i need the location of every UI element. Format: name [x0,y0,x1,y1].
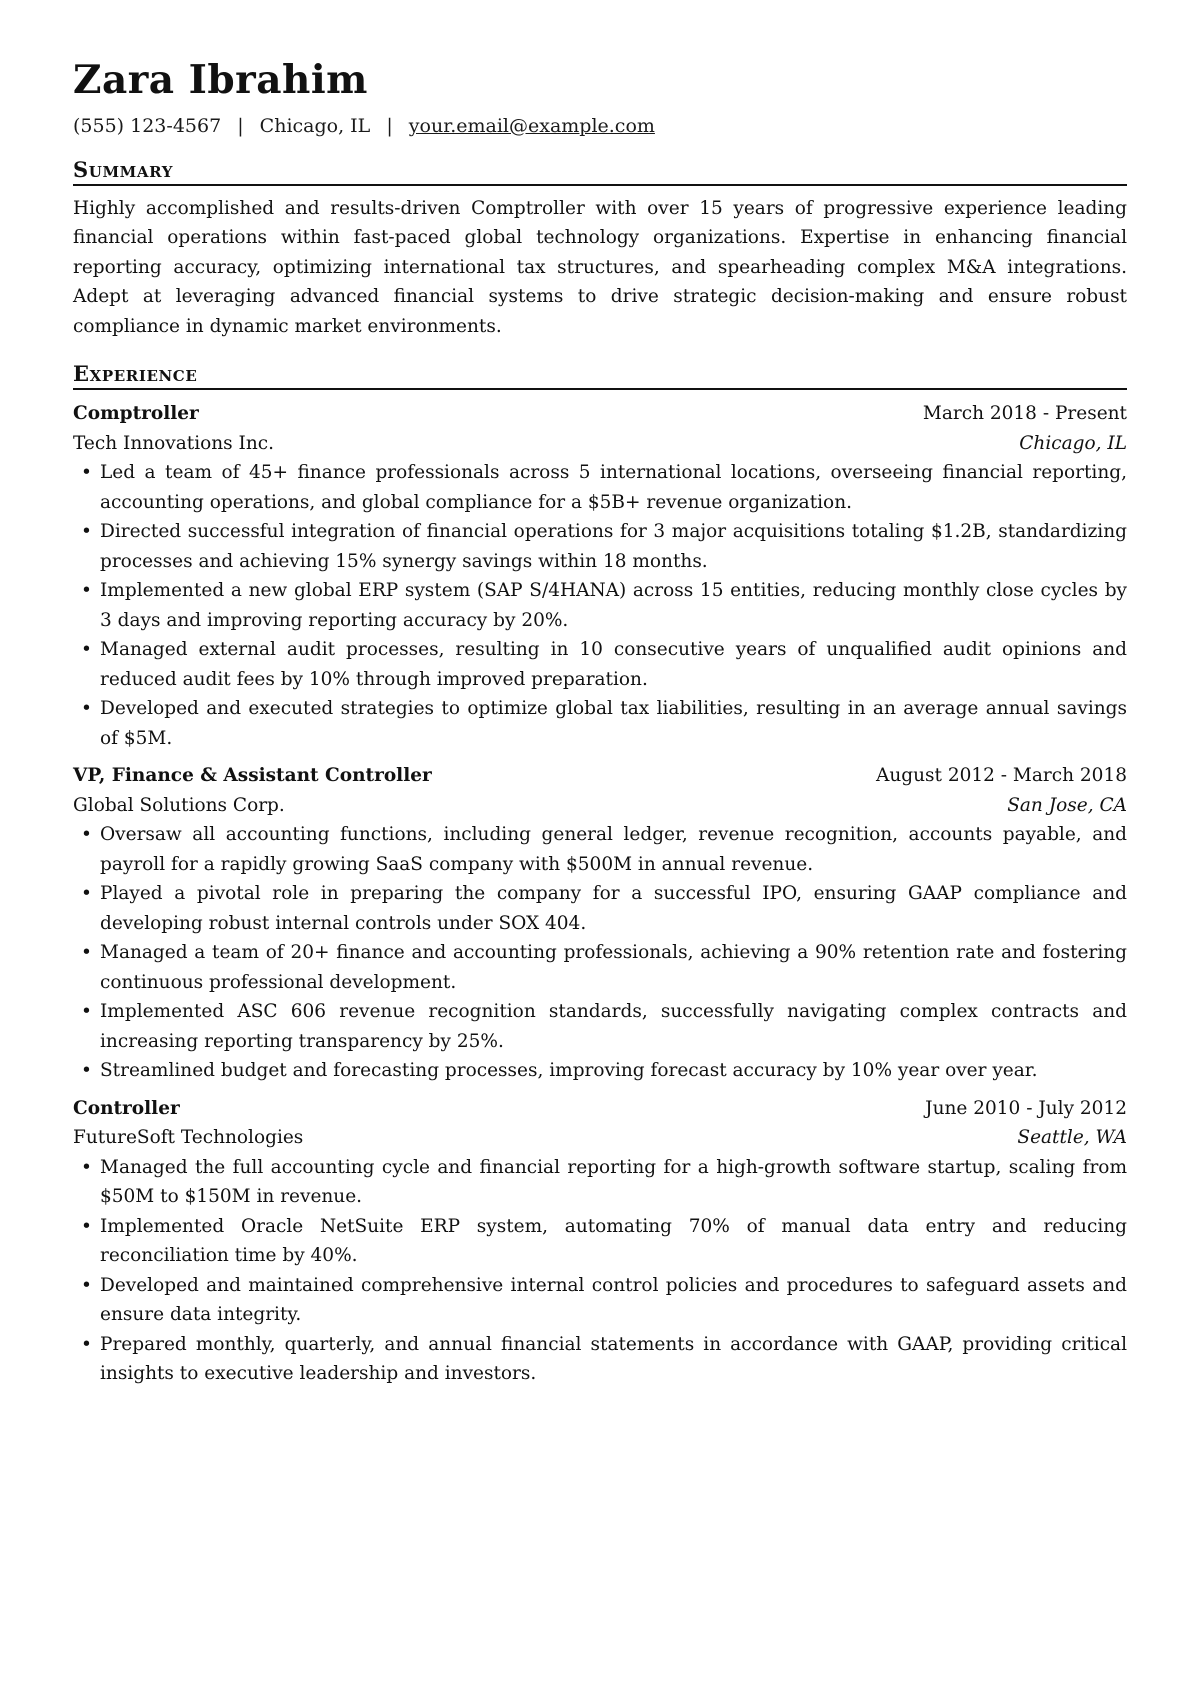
bullet-item [73,1271,1127,1330]
bullet-text: Streamlined budget and forecasting processes, improving forecast accuracy by 10% year over year. [100,1060,1038,1082]
job-company-row [73,429,1127,459]
bullet-dot-icon: • [81,1001,92,1023]
contact-location: Chicago, IL [259,114,371,137]
email-link[interactable]: your.email@example.com [408,114,655,137]
bullet-text: Managed the full accounting cycle and financial reporting for a high-growth software startup, scaling from $50M to $150M in revenue. [100,1156,1127,1208]
job-entry [73,761,1127,1086]
bullet-text: Oversaw all accounting functions, including general ledger, revenue recognition, accounts payable, and payroll for a rapidly growing SaaS company with $500M in annual revenue. [100,824,1127,875]
candidate-name: Zara Ibrahim [73,57,368,103]
bullet-text: Implemented ASC 606 revenue recognition standards, successfully navigating complex contracts and increasing reporting transparency by 25%. [100,1001,1127,1052]
job-title-row [73,399,1127,429]
bullet-item [73,1056,1127,1086]
bullet-item [73,820,1127,879]
bullet-item [73,576,1127,635]
bullet-item [73,997,1127,1056]
contact-separator: | [237,114,244,137]
job-dates: August 2012 - March 2018 [876,765,1127,787]
bullet-text: Directed successful integration of financial operations for 3 major acquisitions totaling $1.2B, standardizing processes and achieving 15% synergy savings within 18 months. [100,521,1127,572]
job-role: VP, Finance & Assistant Controller [73,765,432,787]
job-company: Global Solutions Corp. [73,794,285,816]
bullet-text: Prepared monthly, quarterly, and annual financial statements in accordance with GAAP, providing critical insights to executive leadership and investors. [100,1333,1127,1385]
bullet-item [73,458,1127,517]
bullet-dot-icon: • [81,942,92,964]
job-dates: June 2010 - July 2012 [925,1097,1127,1119]
summary-heading: Summary [73,157,1127,186]
bullet-text: Played a pivotal role in preparing the company for a successful IPO, ensuring GAAP compliance and developing robust internal controls under SOX 404. [100,883,1127,934]
job-bullets [73,458,1127,753]
job-company-row [73,791,1127,821]
bullet-dot-icon: • [81,883,92,905]
job-entry [73,399,1127,753]
phone-number: (555) 123-4567 [73,114,222,137]
job-role: Comptroller [73,403,199,425]
bullet-dot-icon: • [81,521,92,543]
bullet-item [73,1330,1127,1389]
job-dates: March 2018 - Present [922,403,1127,425]
bullet-text: Managed external audit processes, resulting in 10 consecutive years of unqualified audit opinions and reduced audit fees by 10% through improved preparation. [100,639,1127,690]
bullet-text: Managed a team of 20+ finance and accounting professionals, achieving a 90% retention rate and fostering continuous professional development. [100,942,1127,993]
bullet-item [73,879,1127,938]
job-entry [73,1094,1127,1389]
bullet-item [73,1212,1127,1271]
job-location: Chicago, IL [1019,432,1127,454]
bullet-dot-icon: • [81,462,92,484]
bullet-dot-icon: • [81,1156,92,1178]
bullet-item [73,635,1127,694]
job-location: Seattle, WA [1017,1127,1127,1149]
bullet-dot-icon: • [81,1060,92,1082]
bullet-text: Developed and maintained comprehensive internal control policies and procedures to safeguard assets and ensure data integrity. [100,1274,1127,1326]
bullet-item [73,517,1127,576]
bullet-item [73,694,1127,753]
job-bullets [73,820,1127,1086]
bullet-text: Developed and executed strategies to optimize global tax liabilities, resulting in an average annual savings of $5M. [100,698,1127,749]
job-role: Controller [73,1097,180,1119]
job-company: FutureSoft Technologies [73,1127,304,1149]
bullet-text: Implemented a new global ERP system (SAP S/4HANA) across 15 entities, reducing monthly close cycles by 3 days and improving reporting accuracy by 20%. [100,580,1127,631]
job-company: Tech Innovations Inc. [73,432,275,454]
summary-text: Highly accomplished and results-driven Comptroller with over 15 years of progressive experience leading financial operations within fast-paced global technology organizations. Expertise in enhancing financial reporting accuracy, optimizing international tax structures, and spearheading complex M&A integrations. Adept at leveraging advanced financial systems to drive strategic decision-making and ensure robust compliance in dynamic market environments. [73,197,1127,337]
bullet-item [73,1153,1127,1212]
job-title-row [73,1094,1127,1124]
bullet-item [73,938,1127,997]
bullet-text: Implemented Oracle NetSuite ERP system, automating 70% of manual data entry and reducing reconciliation time by 40%. [100,1215,1127,1267]
job-company-row [73,1123,1127,1153]
job-bullets [73,1153,1127,1389]
bullet-dot-icon: • [81,580,92,602]
bullet-dot-icon: • [81,698,92,720]
contact-line [73,115,1127,137]
job-location: San Jose, CA [1007,794,1127,816]
bullet-dot-icon: • [81,1215,92,1237]
bullet-text: Led a team of 45+ finance professionals across 5 international locations, overseeing financial reporting, accounting operations, and global compliance for a $5B+ revenue organization. [100,462,1127,513]
bullet-dot-icon: • [81,639,92,661]
bullet-dot-icon: • [81,824,92,846]
bullet-dot-icon: • [81,1333,92,1355]
contact-separator: | [386,114,393,137]
experience-list [73,399,1127,1389]
job-title-row [73,761,1127,791]
bullet-dot-icon: • [81,1274,92,1296]
experience-heading: Experience [73,361,1127,390]
